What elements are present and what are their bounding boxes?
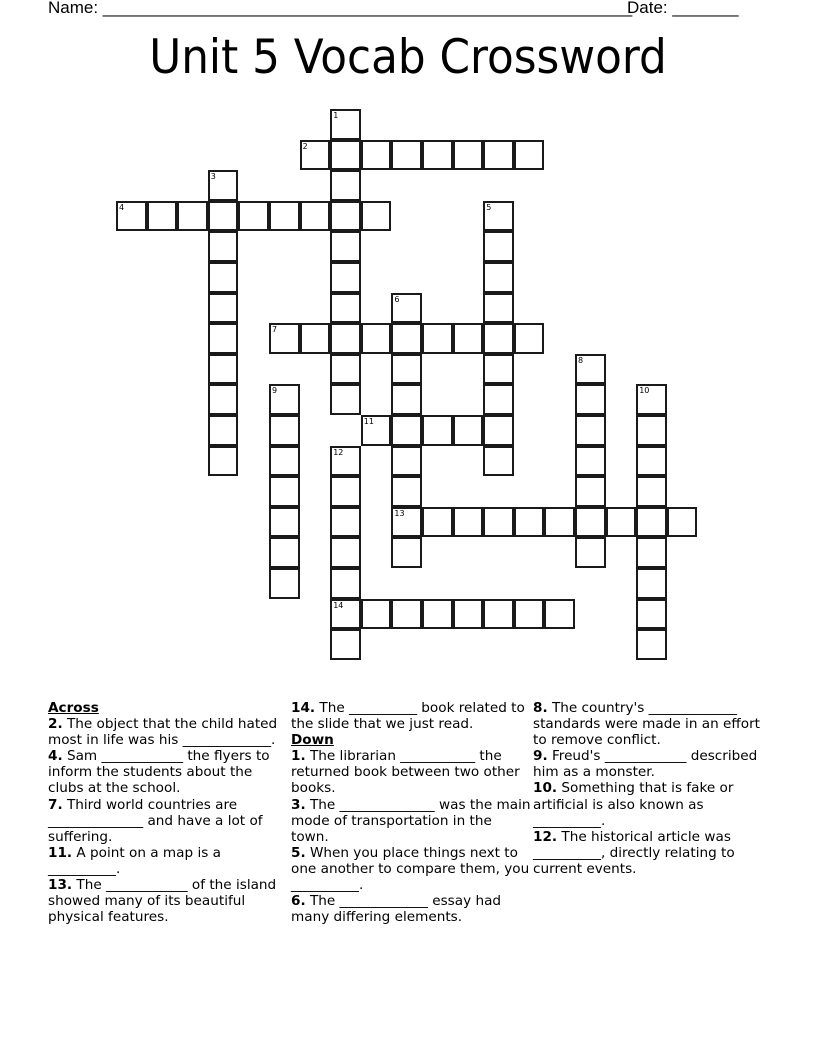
crossword-cell[interactable] [575,446,606,477]
crossword-cell[interactable] [361,323,392,354]
crossword-cell[interactable] [544,507,575,538]
clue-down-8 [533,700,773,748]
clue-down-6 [291,893,531,925]
crossword-cell[interactable] [391,446,422,477]
crossword-cell[interactable] [330,354,361,385]
clue-number: 11. [48,844,73,861]
clue-text: When you place things next to one another to compare them, you __________. [291,844,530,894]
crossword-cell[interactable] [575,415,606,446]
crossword-cell[interactable] [453,323,484,354]
clue-number: 4. [48,748,63,765]
clue-number: 7. [48,796,63,813]
crossword-cell[interactable] [269,415,300,446]
clue-text: Sam ____________ the flyers to inform the students about the clubs at the school. [48,748,270,797]
clue-number: 14. [291,700,316,716]
clue-text: The object that the child hated most in life was his _____________. [48,716,278,749]
clue-number: 1. [291,748,306,765]
clue-number-label: 9 [272,386,278,396]
crossword-cell[interactable] [208,323,239,354]
crossword-cell[interactable] [208,262,239,293]
clue-text: The historical article was __________, directly relating to current events. [533,828,735,877]
crossword-cell[interactable] [269,476,300,507]
crossword-cell-2[interactable] [300,140,331,171]
clue-down-1 [291,748,531,796]
clue-down-12 [533,829,773,877]
crossword-cell[interactable] [391,354,422,385]
clue-number-label: 13 [394,508,405,518]
clue-number-label: 3 [210,172,216,182]
crossword-cell[interactable] [330,231,361,262]
crossword-cell[interactable] [208,354,239,385]
crossword-cell[interactable] [391,384,422,415]
crossword-cell[interactable] [330,323,361,354]
crossword-cell[interactable] [514,323,545,354]
clue-number-label: 8 [578,355,584,365]
clue-across-13 [48,877,278,925]
clue-text: The _____________ essay had many differing elements. [291,893,502,926]
crossword-cell-12[interactable] [330,446,361,477]
crossword-cell[interactable] [361,201,392,232]
crossword-cell[interactable] [453,507,484,538]
crossword-cell[interactable] [483,293,514,324]
crossword-cell[interactable] [361,599,392,630]
crossword-cell[interactable] [514,140,545,171]
crossword-cell[interactable] [300,323,331,354]
clue-number-label: 4 [119,202,125,212]
crossword-cell-9[interactable] [269,384,300,415]
clue-text: The __________ book related to the slide that we just read. [291,700,525,733]
clue-number: 5. [291,844,306,861]
clue-number: 13. [48,877,73,894]
name-field-label: Name: ________________________________________________________ [48,0,633,17]
clue-number: 2. [48,716,63,733]
crossword-cell[interactable] [330,507,361,538]
crossword-cell[interactable] [330,384,361,415]
clue-number: 10. [533,780,558,797]
crossword-cell[interactable] [208,415,239,446]
clue-number-label: 11 [363,417,374,426]
crossword-cell[interactable] [636,629,667,660]
crossword-cell[interactable] [453,599,484,630]
crossword-cell[interactable] [361,140,392,171]
crossword-cell[interactable] [514,507,545,538]
crossword-cell[interactable] [269,201,300,232]
clue-across-14 [291,700,531,732]
crossword-cell[interactable] [422,323,453,354]
clue-text: The ______________ was the main mode of transportation in the town. [291,796,531,845]
crossword-cell[interactable] [391,140,422,171]
crossword-cell[interactable] [483,262,514,293]
crossword-cell[interactable] [483,384,514,415]
crossword-cell[interactable] [330,476,361,507]
crossword-cell[interactable] [330,201,361,232]
clue-number-label: 6 [394,294,400,304]
crossword-cell[interactable] [483,446,514,477]
crossword-cell[interactable] [453,415,484,446]
crossword-cell[interactable] [575,476,606,507]
clue-text: The country's _____________ standards were made in an effort to remove conflict. [533,700,760,749]
crossword-cell-7[interactable] [269,323,300,354]
crossword-cell[interactable] [453,140,484,171]
clue-text: Freud's ____________ described him as a monster. [533,748,758,781]
crossword-cell[interactable] [330,140,361,171]
crossword-cell[interactable] [177,201,208,232]
crossword-cell[interactable] [483,140,514,171]
clue-text: A point on a map is a __________. [48,844,221,877]
crossword-cell-4[interactable] [116,201,147,232]
crossword-cell[interactable] [330,293,361,324]
clue-text: The librarian ___________ the returned book between two other books. [291,748,520,797]
crossword-cell[interactable] [483,323,514,354]
crossword-cell-11[interactable] [361,415,392,446]
clue-text: Something that is fake or artificial is also known as __________. [533,780,734,829]
crossword-cell[interactable] [636,507,667,538]
crossword-cell[interactable] [636,537,667,568]
crossword-cell[interactable] [208,446,239,477]
crossword-cell[interactable] [636,446,667,477]
crossword-cell[interactable] [330,629,361,660]
clue-number-label: 5 [486,202,492,212]
crossword-cell-13[interactable] [391,507,422,538]
crossword-cell[interactable] [330,170,361,201]
clue-number: 6. [291,893,306,910]
crossword-cell[interactable] [208,384,239,415]
crossword-cell-10[interactable] [636,384,667,415]
clue-number: 9. [533,748,548,765]
clue-down-3 [291,797,531,845]
clue-down-9 [533,748,773,780]
crossword-cell[interactable] [483,354,514,385]
clue-down-10 [533,780,773,828]
crossword-cell[interactable] [483,231,514,262]
clues-column-3 [533,700,773,877]
crossword-cell-5[interactable] [483,201,514,232]
crossword-cell[interactable] [422,507,453,538]
clue-number-label: 1 [333,111,339,120]
clue-number-label: 10 [639,386,650,396]
clue-across-4 [48,748,278,796]
crossword-cell[interactable] [269,537,300,568]
crossword-cell[interactable] [514,599,545,630]
clue-text: Third world countries are ______________ and have a lot of suffering. [48,796,263,845]
clue-across-7 [48,797,278,845]
clue-down-5 [291,845,531,893]
clue-number: 3. [291,796,306,813]
crossword-cell[interactable] [636,568,667,599]
crossword-cell-1[interactable] [330,109,361,140]
crossword-cell[interactable] [208,201,239,232]
clue-number-label: 12 [333,447,344,457]
crossword-cell[interactable] [667,507,698,538]
crossword-cell[interactable] [391,476,422,507]
clue-across-2 [48,716,278,748]
clue-number: 8. [533,700,548,716]
crossword-cell[interactable] [636,476,667,507]
crossword-cell[interactable] [544,599,575,630]
across-heading: Across [48,700,99,716]
crossword-cell[interactable] [330,537,361,568]
crossword-cell[interactable] [269,568,300,599]
crossword-cell[interactable] [238,201,269,232]
clue-number-label: 2 [302,141,308,151]
crossword-cell[interactable] [422,140,453,171]
crossword-cell[interactable] [483,507,514,538]
crossword-cell[interactable] [483,415,514,446]
down-heading: Down [291,732,334,749]
crossword-cell[interactable] [636,415,667,446]
crossword-cell-8[interactable] [575,354,606,385]
clue-number-label: 7 [272,325,278,335]
crossword-cell[interactable] [391,599,422,630]
crossword-cell[interactable] [422,599,453,630]
clue-number-label: 14 [333,600,344,610]
crossword-cell[interactable] [483,599,514,630]
crossword-cell[interactable] [575,537,606,568]
crossword-cell[interactable] [269,446,300,477]
clue-text: The ____________ of the island showed many of its beautiful physical features. [48,877,277,926]
crossword-cell[interactable] [575,507,606,538]
crossword-cell[interactable] [391,415,422,446]
crossword-cell[interactable] [300,201,331,232]
clues-column-2 [291,700,531,925]
crossword-cell[interactable] [269,507,300,538]
clue-number: 12. [533,828,558,845]
crossword-cell-14[interactable] [330,599,361,630]
crossword-cell[interactable] [606,507,637,538]
crossword-cell[interactable] [330,568,361,599]
crossword-cell[interactable] [208,293,239,324]
crossword-cell-6[interactable] [391,293,422,324]
crossword-cell-3[interactable] [208,170,239,201]
crossword-cell[interactable] [391,537,422,568]
clue-across-11 [48,845,278,877]
crossword-cell[interactable] [208,231,239,262]
date-field-label: Date: _______ [627,0,739,17]
clues-column-1 [48,700,278,925]
crossword-cell[interactable] [330,262,361,293]
crossword-cell[interactable] [391,323,422,354]
crossword-cell[interactable] [636,599,667,630]
crossword-cell[interactable] [422,415,453,446]
crossword-cell[interactable] [575,384,606,415]
page-title: Unit 5 Vocab Crossword [149,30,667,85]
crossword-cell[interactable] [147,201,178,232]
